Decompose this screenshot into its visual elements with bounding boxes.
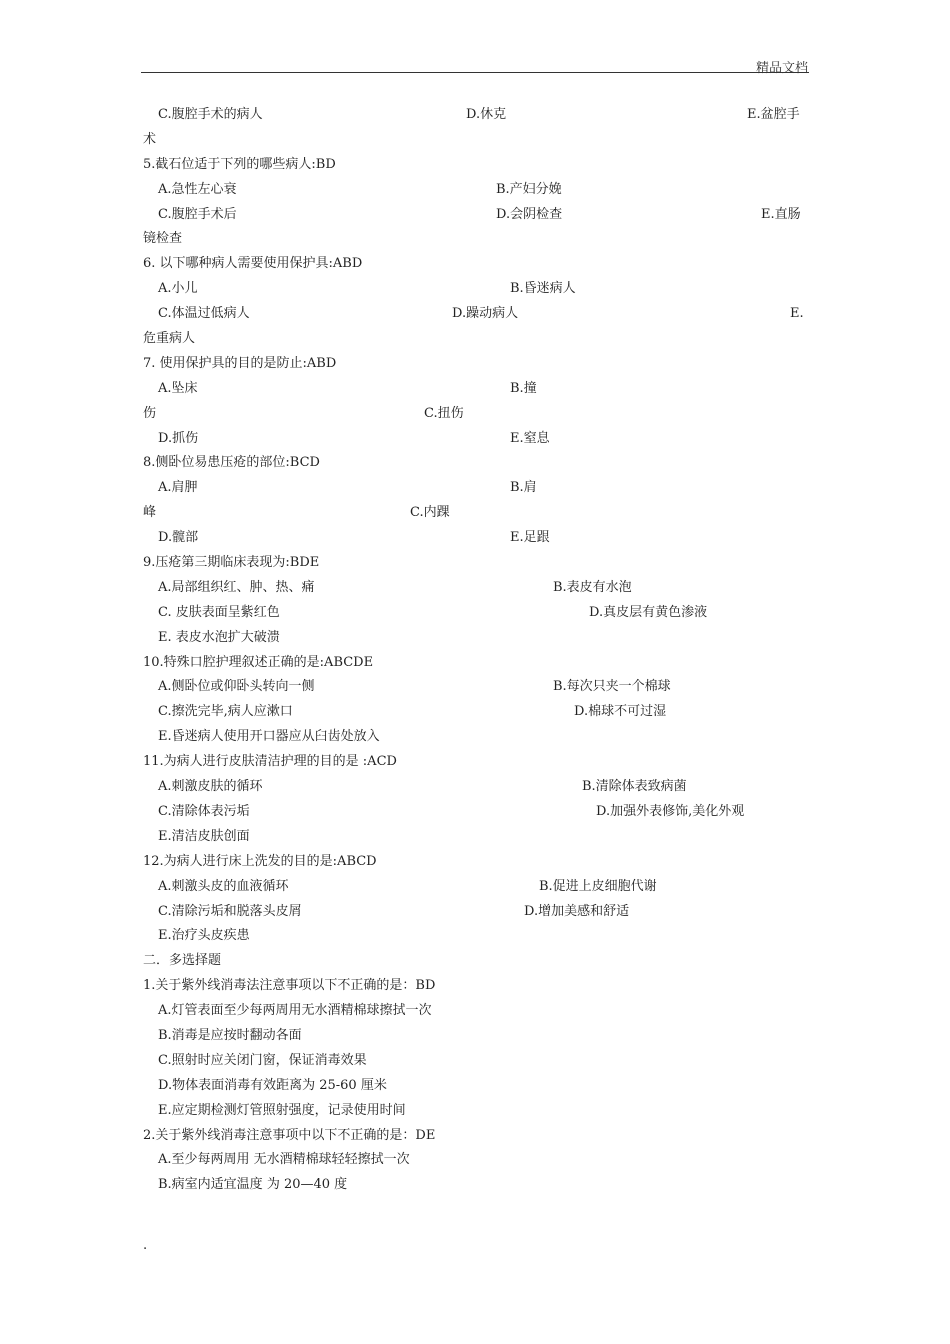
- text-segment: E.直肠: [761, 206, 801, 222]
- text-segment: A.小儿: [158, 281, 198, 297]
- text-line: [0, 1174, 950, 1199]
- text-segment: A.肩胛: [158, 480, 198, 496]
- text-line: [0, 228, 950, 253]
- text-segment: A.侧卧位或仰卧头转向一侧: [158, 679, 315, 695]
- footer-mark: .: [143, 1238, 148, 1253]
- text-segment: B.清除体表致病菌: [582, 779, 687, 795]
- text-segment: E. 表皮水泡扩大破溃: [158, 629, 280, 645]
- text-line: [0, 751, 950, 776]
- text-segment: 镜检查: [143, 231, 183, 247]
- text-segment: D.增加美感和舒适: [524, 903, 630, 919]
- header-rule: [141, 72, 809, 73]
- text-line: [0, 452, 950, 477]
- text-segment: C.清除污垢和脱落头皮屑: [158, 903, 302, 919]
- text-line: [0, 925, 950, 950]
- text-segment: 7. 使用保护具的目的是防止:ABD: [143, 355, 337, 371]
- text-line: [0, 701, 950, 726]
- text-segment: C.腹腔手术的病人: [158, 107, 263, 122]
- text-segment: B.消毒是应按时翻动各面: [158, 1027, 302, 1043]
- text-line: [0, 676, 950, 701]
- text-segment: D.躁动病人: [452, 306, 519, 322]
- text-line: [0, 303, 950, 328]
- text-line: [0, 776, 950, 801]
- text-line: [0, 1050, 950, 1075]
- text-segment: C. 皮肤表面呈紫红色: [158, 604, 280, 620]
- text-line: [0, 104, 950, 129]
- text-line: [0, 1125, 950, 1150]
- text-line: [0, 577, 950, 602]
- text-segment: B.病室内适宜温度 为 20—40 度: [158, 1177, 348, 1193]
- text-line: [0, 179, 950, 204]
- text-line: [0, 502, 950, 527]
- text-line: [0, 726, 950, 751]
- text-line: [0, 1100, 950, 1125]
- text-line: [0, 154, 950, 179]
- text-segment: A.至少每两周用 无水酒精棉球轻轻擦拭一次: [158, 1152, 410, 1168]
- text-segment: E.治疗头皮疾患: [158, 928, 250, 944]
- text-line: [0, 1075, 950, 1100]
- text-segment: E.足跟: [510, 530, 550, 546]
- text-segment: 二．多选择题: [143, 953, 222, 969]
- text-line: [0, 129, 950, 154]
- text-line: [0, 328, 950, 353]
- text-line: [0, 378, 950, 403]
- text-segment: B.肩: [510, 480, 537, 496]
- text-line: [0, 901, 950, 926]
- text-line: [0, 627, 950, 652]
- text-segment: 伤: [143, 405, 157, 421]
- text-segment: 2.关于紫外线消毒注意事项中以下不正确的是：DE: [143, 1127, 436, 1143]
- text-segment: E.清洁皮肤创面: [158, 828, 250, 844]
- text-segment: E.昏迷病人使用开口器应从臼齿处放入: [158, 729, 380, 745]
- text-line: [0, 428, 950, 453]
- text-segment: C.照射时应关闭门窗，保证消毒效果: [158, 1052, 367, 1068]
- text-segment: 术: [143, 131, 157, 147]
- text-line: [0, 403, 950, 428]
- text-segment: D.物体表面消毒有效距离为 25-60 厘米: [158, 1077, 387, 1093]
- text-line: [0, 826, 950, 851]
- text-segment: 1.关于紫外线消毒法注意事项以下不正确的是：BD: [143, 978, 436, 994]
- text-segment: D.真皮层有黄色渗液: [589, 604, 708, 620]
- text-segment: B.表皮有水泡: [553, 579, 632, 595]
- text-segment: 峰: [143, 505, 157, 521]
- document-body: [0, 104, 950, 1199]
- text-segment: A.刺激皮肤的循环: [158, 779, 263, 795]
- page-header-text: 精品文档: [755, 61, 808, 76]
- text-segment: B.撞: [510, 380, 537, 396]
- text-segment: B.昏迷病人: [510, 281, 576, 297]
- text-segment: E.盆腔手: [747, 107, 800, 122]
- text-segment: D.抓伤: [158, 430, 199, 446]
- text-line: [0, 950, 950, 975]
- text-segment: B.每次只夹一个棉球: [553, 679, 671, 695]
- text-segment: E.: [790, 306, 804, 322]
- text-segment: 10.特殊口腔护理叙述正确的是:ABCDE: [143, 654, 374, 670]
- text-segment: 9.压疮第三期临床表现为:BDE: [143, 555, 320, 571]
- text-segment: C.腹腔手术后: [158, 206, 237, 222]
- text-line: [0, 652, 950, 677]
- text-line: [0, 1149, 950, 1174]
- text-line: [0, 253, 950, 278]
- text-segment: 6. 以下哪种病人需要使用保护具:ABD: [143, 256, 363, 272]
- text-segment: C.内踝: [410, 505, 450, 521]
- text-line: [0, 278, 950, 303]
- text-segment: 5.截石位适于下列的哪些病人:BD: [143, 156, 336, 172]
- text-segment: E.窒息: [510, 430, 550, 446]
- text-segment: 危重病人: [143, 331, 196, 347]
- text-segment: A.急性左心衰: [158, 181, 237, 197]
- text-segment: C.体温过低病人: [158, 306, 250, 322]
- text-line: [0, 602, 950, 627]
- text-segment: 8.侧卧位易患压疮的部位:BCD: [143, 455, 320, 471]
- text-line: [0, 527, 950, 552]
- text-segment: C.擦洗完毕,病人应漱口: [158, 704, 293, 720]
- text-segment: 12.为病人进行床上洗发的目的是:ABCD: [143, 853, 377, 869]
- text-segment: D.休克: [466, 107, 507, 122]
- text-segment: D.加强外表修饰,美化外观: [596, 803, 745, 819]
- text-line: [0, 1000, 950, 1025]
- text-segment: 11.为病人进行皮肤清洁护理的目的是 :ACD: [143, 754, 397, 770]
- text-line: [0, 353, 950, 378]
- text-line: [0, 851, 950, 876]
- text-line: [0, 1025, 950, 1050]
- text-segment: A.局部组织红、肿、热、痛: [158, 579, 315, 595]
- text-segment: B.促进上皮细胞代谢: [539, 878, 657, 894]
- text-segment: C.清除体表污垢: [158, 803, 250, 819]
- text-segment: C.扭伤: [424, 405, 464, 421]
- text-segment: D.会阴检查: [496, 206, 563, 222]
- text-line: [0, 552, 950, 577]
- text-segment: E.应定期检测灯管照射强度，记录使用时间: [158, 1102, 406, 1118]
- text-segment: A.坠床: [158, 380, 198, 396]
- text-line: [0, 801, 950, 826]
- text-segment: D.棉球不可过湿: [574, 704, 667, 720]
- text-segment: D.髋部: [158, 530, 199, 546]
- text-line: [0, 204, 950, 229]
- text-line: [0, 477, 950, 502]
- text-segment: B.产妇分娩: [496, 181, 562, 197]
- text-segment: A.灯管表面至少每两周用无水酒精棉球擦拭一次: [158, 1003, 432, 1019]
- text-line: [0, 975, 950, 1000]
- text-line: [0, 876, 950, 901]
- text-segment: A.刺激头皮的血液循环: [158, 878, 289, 894]
